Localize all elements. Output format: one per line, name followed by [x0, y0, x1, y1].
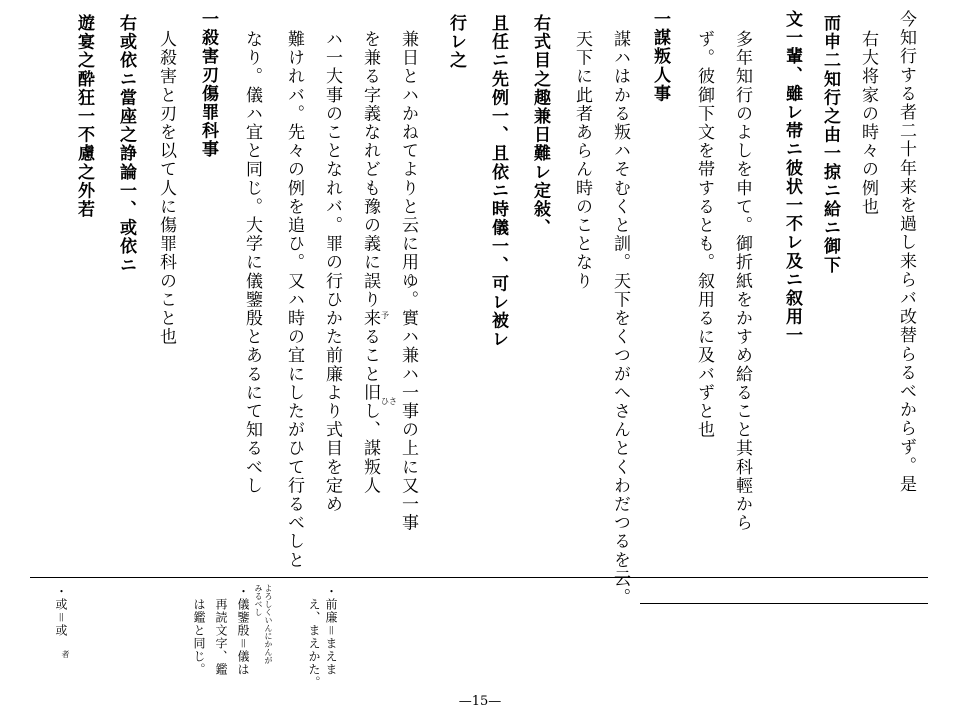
text-column-7: 一謀叛人事 [650, 10, 670, 103]
text-column-15: ハ一大事のことなれバ。罪の行ひかた前廉より式目を定め [322, 30, 342, 514]
text-column-9: 天下に此者あらん時のことなり [572, 30, 592, 291]
text-column-18: 一殺害刃傷罪科事 [198, 10, 218, 159]
footnote-1-line-2: え、まえかた。 [307, 598, 321, 689]
footnote-2-reading: みるべし [254, 584, 263, 616]
text-column-8: 謀ハはかる叛ハそむくと訓。天下をくつがへさんとくわだつるを云。 [610, 30, 630, 607]
text-column-6: ず。彼御下文を帯するとも。叙用るに及バずと也 [694, 30, 714, 440]
text-column-2: 右大将家の時々の例也 [858, 30, 878, 216]
text-column-16: 難けれバ。先々の例を追ひ。又ハ時の宜にしたがひて行るべしと [284, 30, 304, 570]
text-column-17: なり。儀ハ宜と同じ。大学に儀鑒殷とあるにて知るべし [242, 30, 262, 495]
text-column-14: を兼る字義なれども豫の義に誤り来ること旧し、謀叛人 [360, 30, 380, 495]
text-column-5: 多年知行のよしを申て。御折紙をかすめ給ること其科輕から [732, 30, 752, 533]
text-column-20: 右或依ニ當座之諍論一、或依ニ [116, 14, 136, 275]
text-column-11: 且任ニ先例一、且依ニ時儀一、可レ被レ [488, 14, 508, 349]
text-column-1: 今知行する者二十年来を過し来らバ改替らるべからず。是 [896, 10, 916, 494]
footnote-1-line-1: ・前廉＝まえま [324, 585, 338, 676]
ruby-annotation: ひさ [381, 397, 397, 406]
divider-line [640, 603, 928, 604]
text-column-3: 而申二知行之由一掠ニ給ニ御下 [820, 14, 840, 275]
text-column-4: 文一輩、雖レ帯ニ彼状一不レ及ニ叙用一 [782, 10, 802, 345]
text-column-10: 右式目之趣兼日難レ定敍、 [530, 14, 550, 238]
page-number: —15— [458, 694, 502, 709]
text-column-19: 人殺害と刃を以て人に傷罪科のこと也 [156, 30, 176, 347]
footnote-divider [30, 577, 928, 578]
footnote-2-line-2: 再読文字、鑑 [214, 598, 228, 676]
footnote-2-line-1: ・儀鑒殷＝儀は [236, 585, 250, 676]
text-column-13: 兼日とハかねてよりと云に用ゆ。實ハ兼ハ一事の上に又一事 [398, 30, 418, 533]
footnote-3: ・或＝或 [54, 585, 68, 637]
text-column-21: 遊宴之酔狂一不慮之外若 [74, 14, 94, 219]
text-column-12: 行レ之 [446, 14, 466, 70]
footnote-3-small: 者 [61, 650, 70, 658]
footnote-2-reading: よろしくいんにかんが [264, 584, 273, 664]
ruby-annotation: 予 [381, 311, 389, 320]
footnote-2-line-3: は鑑と同じ。 [192, 598, 206, 676]
